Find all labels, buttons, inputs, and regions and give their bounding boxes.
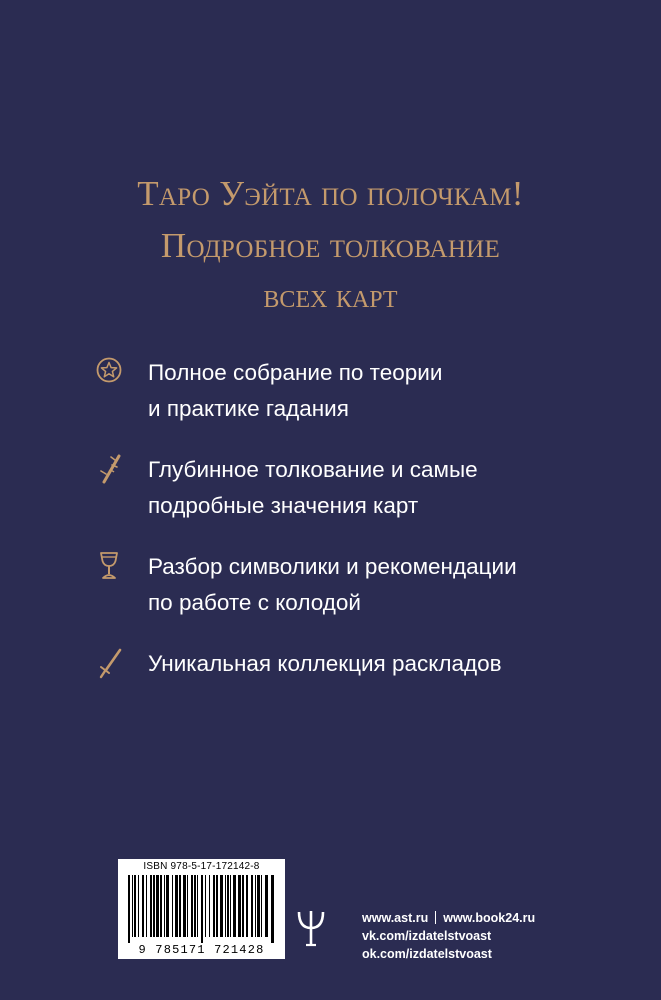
barcode-bar [271, 875, 274, 943]
feature-text-3b: по работе с колодой [148, 589, 361, 615]
barcode-bar [233, 875, 236, 937]
barcode-bar [242, 875, 244, 937]
feature-item-3 [95, 549, 615, 620]
feature-text-1b: и практике гадания [148, 395, 349, 421]
sword-icon [95, 646, 127, 680]
barcode-bar [183, 875, 186, 937]
link-vk[interactable]: vk.com/izdatelstvoast [362, 929, 492, 943]
barcode-bar [261, 875, 262, 937]
link-book24[interactable]: www.book24.ru [443, 911, 536, 925]
feature-text-1a: Полное собрание по теории [148, 360, 443, 385]
links-separator [435, 911, 436, 924]
barcode [122, 875, 281, 943]
barcode-bar [227, 875, 229, 937]
barcode-bar [156, 875, 159, 937]
barcode-bar [230, 875, 231, 937]
barcode-bar [138, 875, 139, 937]
title-line-3: всех карт [263, 278, 398, 315]
feature-item-4 [95, 646, 615, 682]
cup-icon [95, 549, 127, 583]
barcode-bar [194, 875, 196, 937]
barcode-bar [225, 875, 226, 937]
barcode-label [118, 859, 285, 959]
feature-list [95, 355, 615, 708]
publisher-links [362, 909, 535, 963]
feature-text-3a: Разбор символики и рекомендации [148, 554, 517, 579]
feature-text-4a: Уникальная коллекция раскладов [148, 651, 502, 676]
barcode-bar [201, 875, 203, 943]
barcode-bar [132, 875, 133, 937]
feature-item-2 [95, 452, 615, 523]
barcode-bar [128, 875, 130, 943]
feature-item-1 [95, 355, 615, 426]
barcode-bar [220, 875, 223, 937]
barcode-bar [164, 875, 165, 937]
barcode-bar [166, 875, 169, 937]
barcode-bar [246, 875, 248, 937]
barcode-bar [197, 875, 198, 937]
barcode-bar [251, 875, 253, 937]
title-line-1: Таро Уэйта по полочкам! [137, 174, 524, 213]
barcode-bar [209, 875, 210, 937]
barcode-bar [191, 875, 193, 937]
barcode-bar [134, 875, 136, 937]
barcode-digits: 9 785171 721428 [138, 943, 265, 957]
barcode-bar [238, 875, 241, 937]
barcode-bar [146, 875, 147, 937]
barcode-bar [187, 875, 188, 937]
barcode-bar [172, 875, 173, 937]
barcode-bar [205, 875, 206, 937]
barcode-bar [213, 875, 215, 937]
barcode-bar [265, 875, 268, 937]
link-ok[interactable]: ok.com/izdatelstvoast [362, 947, 492, 961]
barcode-bar [142, 875, 144, 937]
pentacle-icon [95, 355, 127, 389]
barcode-bar [255, 875, 256, 937]
cover-title [0, 168, 661, 322]
barcode-bar [160, 875, 162, 937]
barcode-bar [216, 875, 218, 937]
barcode-bar [175, 875, 178, 937]
barcode-bar [179, 875, 181, 937]
wand-icon [95, 452, 127, 486]
link-ast[interactable]: www.ast.ru [362, 911, 429, 925]
title-line-2: Подробное толкование [160, 226, 501, 265]
feature-text-2b: подробные значения карт [148, 492, 419, 518]
feature-text-2a: Глубинное толкование и самые [148, 457, 478, 482]
publisher-logo-psi [295, 908, 327, 948]
barcode-bar [257, 875, 260, 937]
barcode-bar [150, 875, 152, 937]
barcode-bar [153, 875, 155, 937]
isbn-text: ISBN 978-5-17-172142-8 [143, 861, 260, 872]
